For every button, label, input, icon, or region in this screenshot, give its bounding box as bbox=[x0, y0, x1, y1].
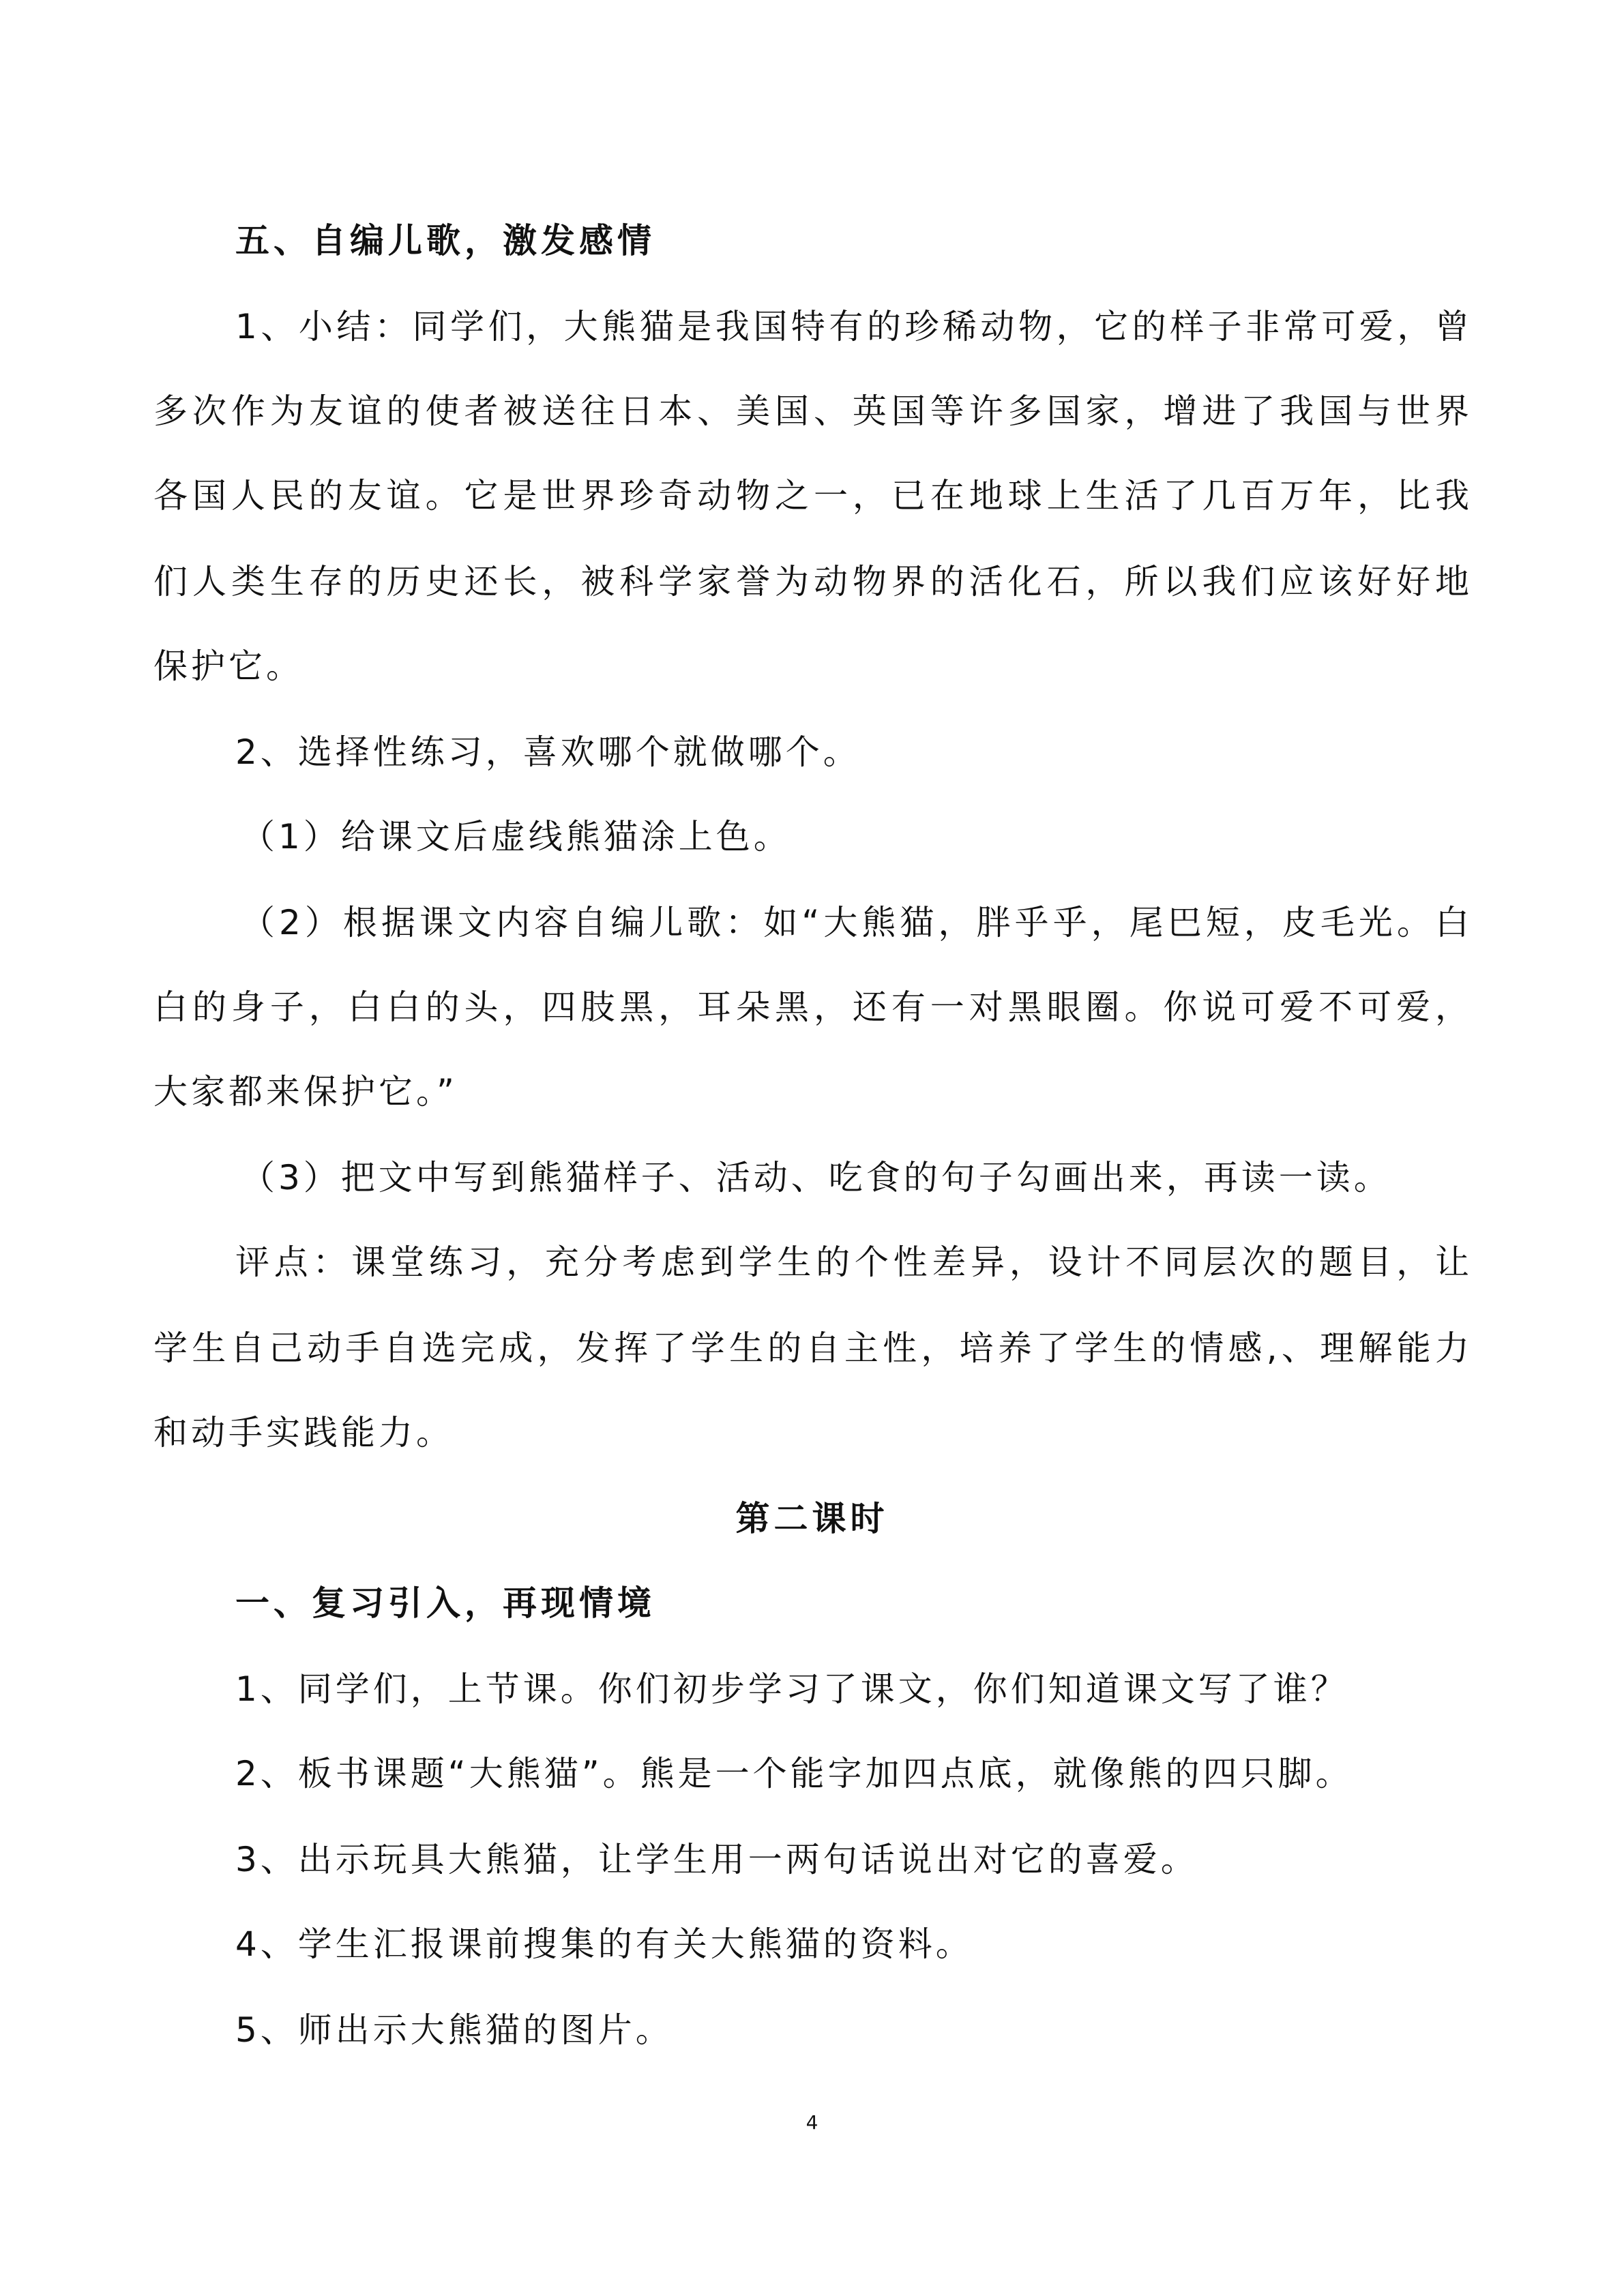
page-number: 4 bbox=[806, 2111, 818, 2134]
list-item: 2、板书课题“大熊猫”。熊是一个能字加四点底，就像熊的四只脚。 bbox=[235, 1754, 1353, 1793]
paragraph-line: 们人类生存的历史还长，被科学家誉为动物界的活化石，所以我们应该好好地 bbox=[153, 562, 1473, 601]
paragraph: 2、选择性练习，喜欢哪个就做哪个。 bbox=[235, 732, 861, 772]
section-heading: 一、复习引入，再现情境 bbox=[235, 1583, 655, 1623]
option-line: 白的身子，白白的头，四肢黑，耳朵黑，还有一对黑眼圈。你说可爱不可爱， bbox=[153, 987, 1473, 1027]
comment-line: 评点：课堂练习，充分考虑到学生的个性差异，设计不同层次的题目，让 bbox=[235, 1242, 1473, 1282]
option-item: （3）把文中写到熊猫样子、活动、吃食的句子勾画出来，再读一读。 bbox=[241, 1158, 1391, 1197]
option-item: （1）给课文后虚线熊猫涂上色。 bbox=[241, 817, 791, 856]
paragraph-line: 各国人民的友谊。它是世界珍奇动物之一，已在地球上生活了几百万年，比我 bbox=[153, 476, 1473, 516]
option-line: （2）根据课文内容自编儿歌：如“大熊猫，胖乎乎，尾巴短，皮毛光。白 bbox=[241, 903, 1473, 942]
list-item: 4、学生汇报课前搜集的有关大熊猫的资料。 bbox=[235, 1924, 973, 1964]
list-item: 5、师出示大熊猫的图片。 bbox=[235, 2010, 673, 2050]
option-line: 大家都来保护它。” bbox=[153, 1072, 458, 1112]
comment-line: 和动手实践能力。 bbox=[153, 1413, 454, 1452]
list-item: 1、同学们，上节课。你们初步学习了课文，你们知道课文写了谁？ bbox=[235, 1669, 1348, 1709]
lesson-title: 第二课时 bbox=[735, 1499, 889, 1538]
list-item: 3、出示玩具大熊猫，让学生用一两句话说出对它的喜爱。 bbox=[235, 1840, 1198, 1879]
paragraph-line: 1、小结：同学们，大熊猫是我国特有的珍稀动物，它的样子非常可爱，曾 bbox=[235, 307, 1473, 346]
comment-line: 学生自己动手自选完成，发挥了学生的自主性，培养了学生的情感,、理解能力 bbox=[153, 1328, 1473, 1368]
section-heading: 五、自编儿歌，激发感情 bbox=[235, 221, 655, 260]
paragraph-line: 保护它。 bbox=[153, 646, 304, 686]
paragraph-line: 多次作为友谊的使者被送往日本、美国、英国等许多国家，增进了我国与世界 bbox=[153, 391, 1473, 431]
